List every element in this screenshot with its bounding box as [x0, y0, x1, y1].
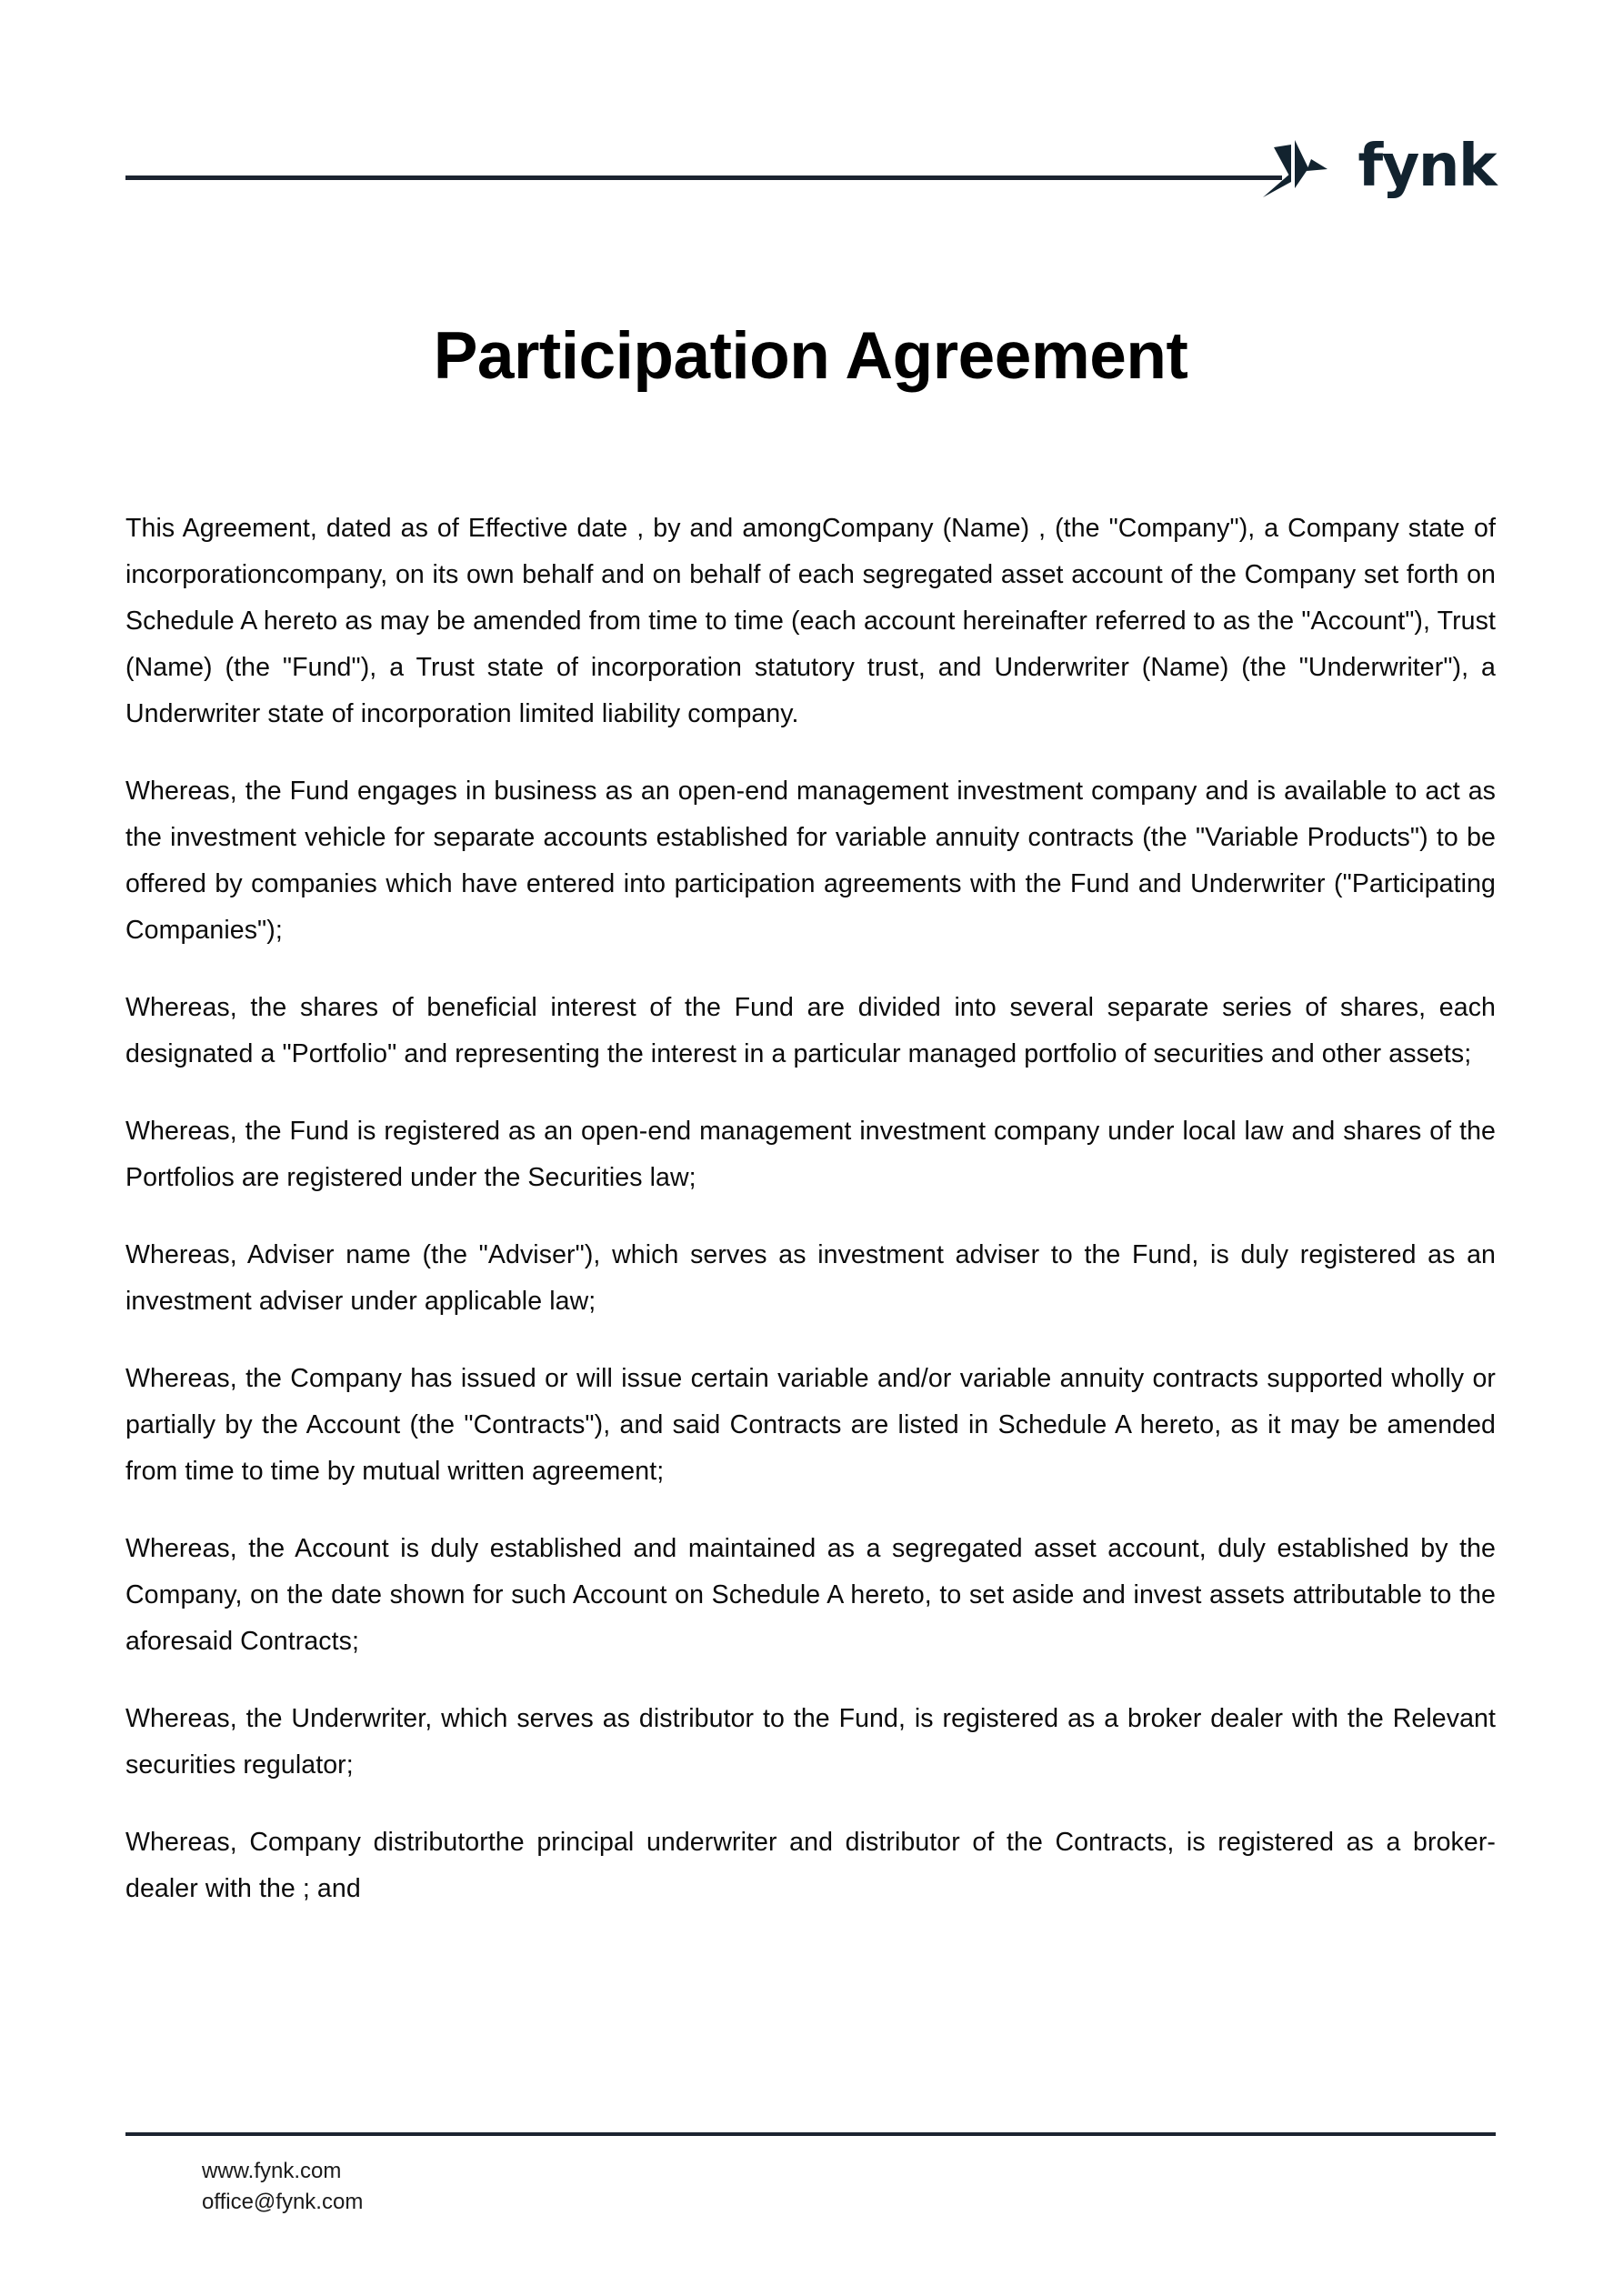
fynk-wordmark: fynk	[1358, 133, 1496, 200]
footer-website[interactable]: www.fynk.com	[202, 2159, 342, 2183]
document-body	[125, 506, 1496, 1912]
paragraph: Whereas, Adviser name (the "Adviser"), which serves as investment adviser to the Fund, is duly registered as an investment adviser under applicable law;	[125, 1240, 1496, 1316]
paragraph: Whereas, the Fund is registered as an open-end management investment company under local law and shares of the Portfolios are registered under the Securities law;	[125, 1117, 1496, 1192]
fynk-origami-bird-icon	[1261, 132, 1341, 205]
paragraph: Whereas, the Fund engages in business as an open-end management investment company and is available to act as the investment vehicle for separate accounts established for variable annuity contracts (the "Variable Products") to be offered by companies which have entered into participation agreements with the Fund and Underwriter ("Participating Companies");	[125, 777, 1496, 945]
page-header	[125, 118, 1496, 218]
paragraph: This Agreement, dated as of Effective date , by and amongCompany (Name) , (the "Company"), a Company state of incorporationcompany, on its own behalf and on behalf of each segregated asset account of the Company set forth on Schedule A hereto as may be amended from time to time (each account hereinafter referred to as the "Account"), Trust (Name) (the "Fund"), a Trust state of incorporation statutory trust, and Underwriter (Name) (the "Underwriter"), a Underwriter state of incorporation limited liability company.	[125, 514, 1496, 728]
paragraph: Whereas, Company distributorthe principal underwriter and distributor of the Contracts, is registered as a broker-dealer with the ; and	[125, 1828, 1496, 1903]
paragraph: Whereas, the shares of beneficial interest of the Fund are divided into several separate series of shares, each designated a "Portfolio" and representing the interest in a particular managed portfolio of securities and other assets;	[125, 993, 1496, 1068]
paragraph: Whereas, the Underwriter, which serves as distributor to the Fund, is registered as a broker dealer with the Relevant securities regulator;	[125, 1704, 1496, 1780]
page-footer	[125, 2132, 1496, 2218]
footer-contact	[125, 2136, 1496, 2218]
footer-email[interactable]: office@fynk.com	[202, 2190, 364, 2214]
paragraph: Whereas, the Account is duly established and maintained as a segregated asset account, duly established by the Company, on the date shown for such Account on Schedule A hereto, to set aside and invest assets attributable to the aforesaid Contracts;	[125, 1534, 1496, 1656]
page-title: Participation Agreement	[433, 319, 1188, 393]
paragraph: Whereas, the Company has issued or will issue certain variable and/or variable annuity contracts supported wholly or partially by the Account (the "Contracts"), and said Contracts are listed in Schedule A hereto, as it may be amended from time to time by mutual written agreement;	[125, 1364, 1496, 1486]
fynk-logo	[1261, 118, 1496, 218]
header-divider	[125, 175, 1282, 180]
